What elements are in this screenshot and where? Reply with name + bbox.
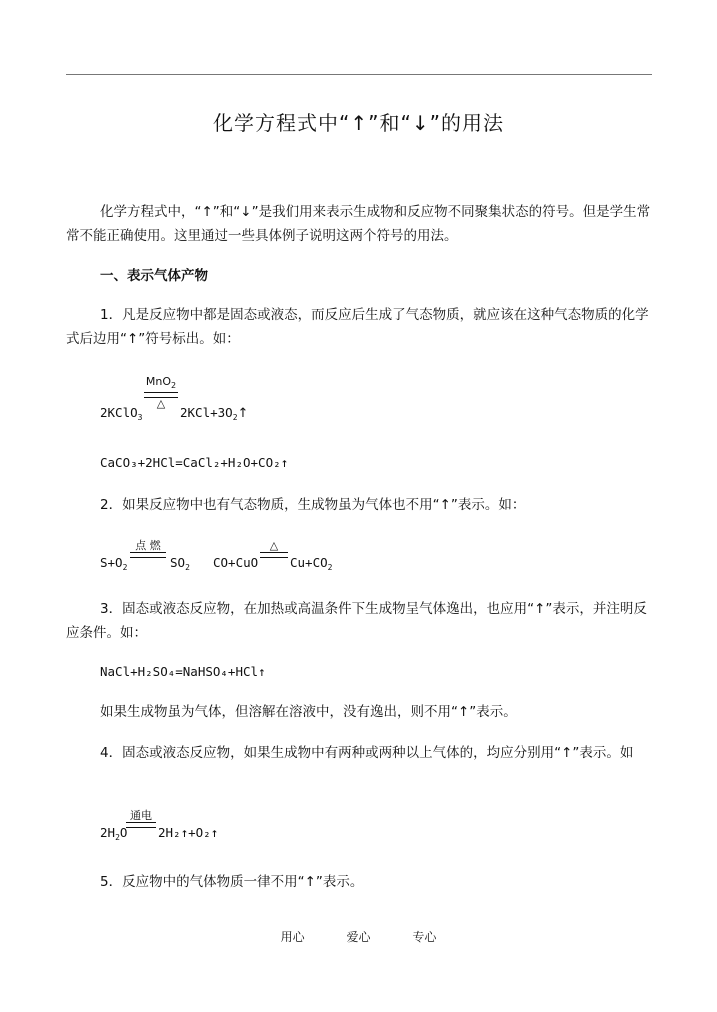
footer-word-2: 爱心	[346, 930, 371, 944]
equation-nacl: NaCl+H₂SO₄=NaHSO₄+HCl↑	[100, 664, 266, 679]
paragraph-rule-1: 1．凡是反应物中都是固态或液态，而反应后生成了气态物质，就应该在这种气态物质的化学式后边用“↑”符号标出。如：	[66, 307, 649, 347]
eq4-heat-triangle: △	[269, 539, 279, 552]
footer-word-3: 专心	[412, 930, 437, 944]
eq6-electricity-label: 通电	[130, 809, 152, 822]
paragraph-rule-4: 4．固态或液态反应物，如果生成物中有两种或两种以上气体的，均应分别用“↑”表示。如	[100, 745, 634, 761]
intro-paragraph: 化学方程式中，“↑”和“↓”是我们用来表示生成物和反应物不同聚集状态的符号。但是学生常常不能正确使用。这里通过一些具体例子说明这两个符号的用法。	[66, 204, 651, 244]
eq1-left: 2KClO$_3$	[100, 405, 143, 422]
page-title: 化学方程式中“↑”和“↓”的用法	[213, 111, 504, 135]
section-heading-gas-products: 一、表示气体产物	[100, 268, 208, 284]
header-rule	[66, 74, 652, 75]
paragraph-rule-3-note: 如果生成物虽为气体，但溶解在溶液中，没有逸出，则不用“↑”表示。	[100, 704, 517, 720]
eq1-heat-triangle: △	[156, 397, 166, 411]
eq3-condition-sign	[130, 540, 166, 558]
equation-co-cuo: CO+CuO	[213, 555, 259, 570]
paragraph-rule-3: 3．固态或液态反应物，在加热或高温条件下生成物呈气体逸出，也应用“↑”表示，并注明反应条件。如：	[66, 601, 647, 641]
page-footer	[0, 928, 717, 945]
equation-electrolysis: $2H_2O$	[100, 825, 128, 842]
footer-word-1: 用心	[280, 930, 305, 944]
paragraph-rule-5: 5．反应物中的气体物质一律不用“↑”表示。	[100, 874, 364, 890]
eq1-condition-sign	[144, 376, 178, 410]
eq3-ignition-label: 点 燃	[135, 539, 161, 552]
eq4-right: $Cu+CO_2$	[290, 555, 333, 572]
eq3-right: $SO_2$	[170, 555, 190, 572]
eq6-right: 2H₂↑+O₂↑	[158, 825, 219, 840]
eq4-equals-bars	[260, 552, 288, 558]
eq3-equals-bars	[130, 552, 166, 558]
equation-caco3: CaCO₃+2HCl=CaCl₂+H₂O+CO₂↑	[100, 455, 289, 470]
eq6-equals-bars	[126, 822, 156, 828]
eq4-condition-sign	[260, 540, 288, 558]
eq1-right: $2KCl+3O_2↑$	[180, 405, 249, 422]
paragraph-rule-2: 2．如果反应物中也有气态物质，生成物虽为气体也不用“↑”表示。如：	[100, 497, 526, 513]
equation-kclo3	[100, 405, 142, 422]
equation-sulfur: $S+O_2$	[100, 555, 128, 572]
eq6-condition-sign	[126, 810, 156, 828]
eq1-catalyst: MnO$_2$	[145, 375, 177, 391]
